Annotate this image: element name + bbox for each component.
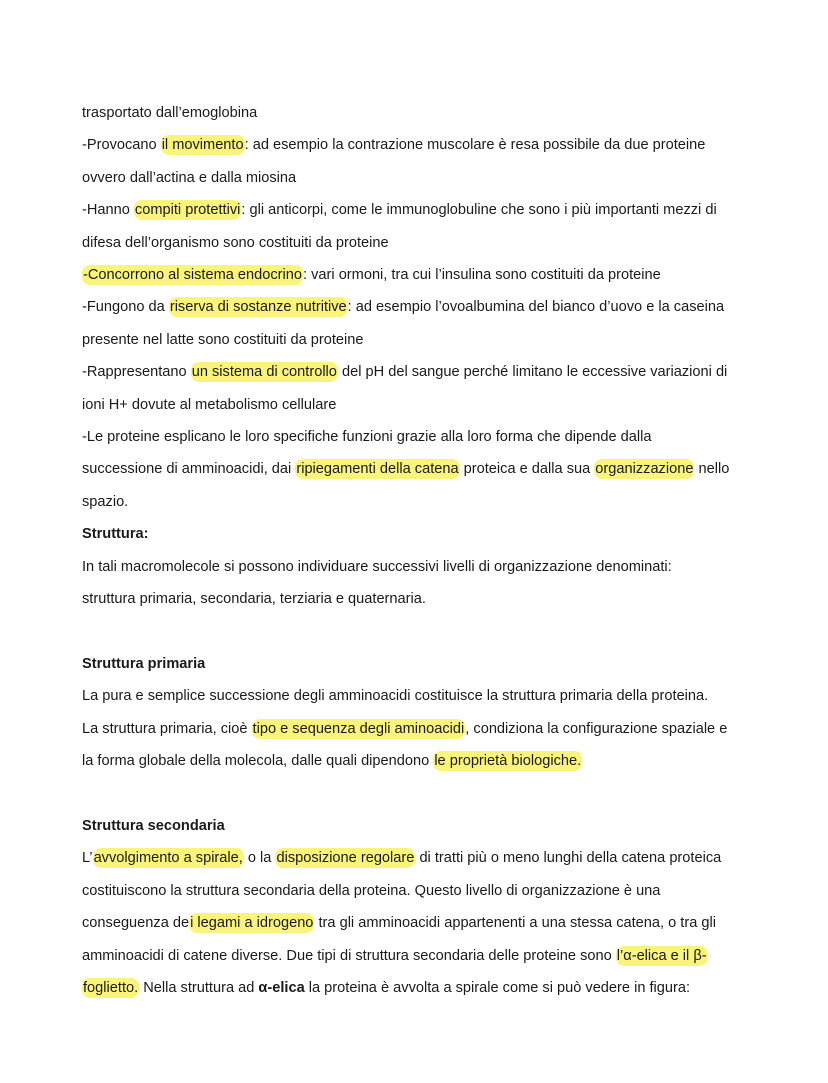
text-run: La struttura primaria, cioè (82, 720, 252, 737)
text-line: struttura primaria, secondaria, terziaria e quaternaria. (82, 591, 426, 608)
text-line: costituiscono la struttura secondaria della proteina. Questo livello di organizzazione è una (82, 882, 661, 899)
highlighted-text: disposizione regolare (276, 850, 415, 867)
highlighted-text: un sistema di controllo (191, 364, 337, 381)
text-line (82, 194, 768, 226)
highlighted-text: le proprietà biologiche. (434, 753, 582, 770)
text-run: , condiziona la configurazione spaziale e (465, 720, 728, 737)
bold-term: α-elica (258, 979, 305, 996)
text-line (82, 972, 768, 1004)
text-line: In tali macromolecole si possono individuare successivi livelli di organizzazione denominati: (82, 558, 672, 575)
text-run: -Hanno (82, 202, 134, 219)
text-run: conseguenza de (82, 915, 190, 932)
highlighted-text: ripiegamenti della catena (296, 461, 459, 478)
text-line (82, 259, 768, 291)
highlighted-text: organizzazione (595, 461, 694, 478)
text-line: La pura e semplice successione degli amminoacidi costituisce la struttura primaria della proteina. (82, 688, 709, 705)
text-run: : gli anticorpi, come le immunoglobuline che sono i più importanti mezzi di (241, 202, 717, 219)
text-run: di tratti più o meno lunghi della catena proteica (415, 850, 722, 867)
section-heading-struttura-secondaria: Struttura secondaria (82, 817, 225, 834)
text-line: ovvero dall’actina e dalla miosina (82, 169, 297, 186)
text-line (82, 842, 768, 874)
text-run: nello (694, 461, 730, 478)
text-line: -Le proteine esplicano le loro specifiche funzioni grazie alla loro forma che dipende dalla (82, 429, 652, 446)
text-run: -Provocano (82, 137, 161, 154)
text-run: proteica e dalla sua (459, 461, 595, 478)
section-heading-struttura-primaria: Struttura primaria (82, 655, 206, 672)
text-line: ioni H+ dovute al metabolismo cellulare (82, 396, 337, 413)
text-line: spazio. (82, 493, 129, 510)
text-run: del pH del sangue perché limitano le eccessive variazioni di (337, 364, 728, 381)
text-line: trasportato dall’emoglobina (82, 105, 258, 121)
text-line (82, 291, 768, 323)
text-line (82, 453, 768, 485)
text-run: : vari ormoni, tra cui l’insulina sono costituiti da proteine (303, 267, 661, 284)
text-line (82, 129, 768, 161)
text-run: la proteina è avvolta a spirale come si può vedere in figura: (304, 979, 691, 996)
section-heading-struttura: Struttura: (82, 526, 149, 543)
highlighted-text: -Concorrono al sistema endocrino (83, 267, 303, 284)
text-line (82, 907, 768, 939)
text-run: Nella struttura ad (139, 979, 259, 996)
text-line (82, 356, 768, 388)
text-run: successione di amminoacidi, dai (82, 461, 296, 478)
highlighted-text: tipo e sequenza degli aminoacidi (252, 720, 465, 737)
text-run: -Fungono da (82, 299, 169, 316)
text-run: : ad esempio l’ovoalbumina del bianco d’uovo e la caseina (347, 299, 725, 316)
paragraph-gap (82, 616, 768, 648)
text-line (82, 745, 768, 777)
text-run: o la (243, 850, 276, 867)
text-line (82, 940, 768, 972)
highlighted-text: l’α-elica e il β- (616, 947, 707, 964)
highlighted-text: compiti protettivi (134, 202, 241, 219)
text-line (82, 713, 768, 745)
text-run: L’ (82, 850, 93, 867)
text-run: -Rappresentano (82, 364, 191, 381)
text-line: presente nel latte sono costituiti da proteine (82, 331, 364, 348)
text-run: : ad esempio la contrazione muscolare è resa possibile da due proteine (244, 137, 706, 154)
text-run: amminoacidi di catene diverse. Due tipi di struttura secondaria delle proteine sono (82, 947, 616, 964)
highlighted-text: foglietto. (83, 979, 139, 996)
text-run: tra gli amminoacidi appartenenti a una stessa catena, o tra gli (314, 915, 716, 932)
highlighted-text: avvolgimento a spirale, (93, 850, 243, 867)
highlighted-text: i legami a idrogeno (190, 915, 314, 932)
highlighted-text: riserva di sostanze nutritive (169, 299, 347, 316)
highlighted-text: il movimento (161, 137, 244, 154)
text-line: difesa dell’organismo sono costituiti da proteine (82, 234, 389, 251)
paragraph-gap (82, 778, 768, 810)
text-run: la forma globale della molecola, dalle quali dipendono (82, 753, 434, 770)
